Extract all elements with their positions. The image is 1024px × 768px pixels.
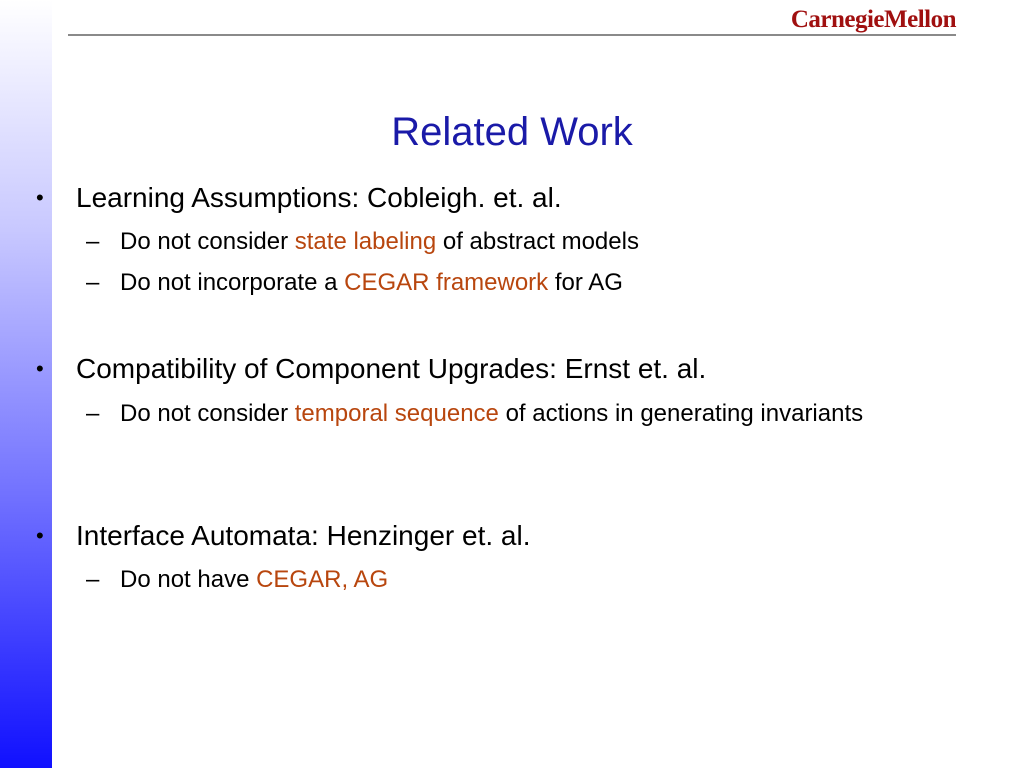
bullet-item (30, 519, 530, 553)
dash-glyph: – (86, 228, 100, 255)
bullet-text: Compatibility of Component Upgrades: Ernst et. al. (76, 353, 707, 384)
dash-glyph: – (86, 400, 100, 427)
sub-text-highlight: CEGAR, AG (256, 566, 389, 593)
sub-item (86, 266, 900, 300)
dash-glyph: – (86, 566, 100, 593)
bullet-glyph: • (36, 523, 44, 548)
bullet-glyph: • (36, 356, 44, 381)
bullet-text: Interface Automata: Henzinger et. al. (76, 520, 531, 551)
sub-text (120, 563, 900, 597)
bullet-text: Learning Assumptions: Cobleigh. et. al. (76, 182, 562, 213)
sub-text-before: Do not consider (120, 228, 295, 255)
carnegie-mellon-logo: CarnegieMellon (790, 6, 956, 33)
sub-text-highlight: temporal sequence (294, 400, 499, 427)
bullet-item (30, 352, 706, 386)
sub-text-before: Do not consider (120, 400, 295, 427)
sub-text (120, 266, 900, 300)
dash-glyph: – (86, 269, 100, 296)
sub-item (86, 225, 900, 259)
bullet-item (30, 181, 562, 215)
sub-item (86, 563, 900, 597)
sub-item (86, 397, 900, 431)
sub-text-after: for AG (548, 269, 623, 296)
sub-text-highlight: state labeling (294, 228, 437, 255)
sub-text-after: of actions in generating invariants (498, 400, 864, 427)
slide-title: Related Work (391, 110, 633, 154)
sub-text-after: of abstract models (436, 228, 639, 255)
sub-text-before: Do not have (120, 566, 257, 593)
sub-text (120, 397, 900, 431)
sub-text (120, 225, 900, 259)
bullet-glyph: • (36, 185, 44, 210)
sub-text-highlight: CEGAR framework (344, 269, 549, 296)
sub-text-before: Do not incorporate a (120, 269, 345, 296)
